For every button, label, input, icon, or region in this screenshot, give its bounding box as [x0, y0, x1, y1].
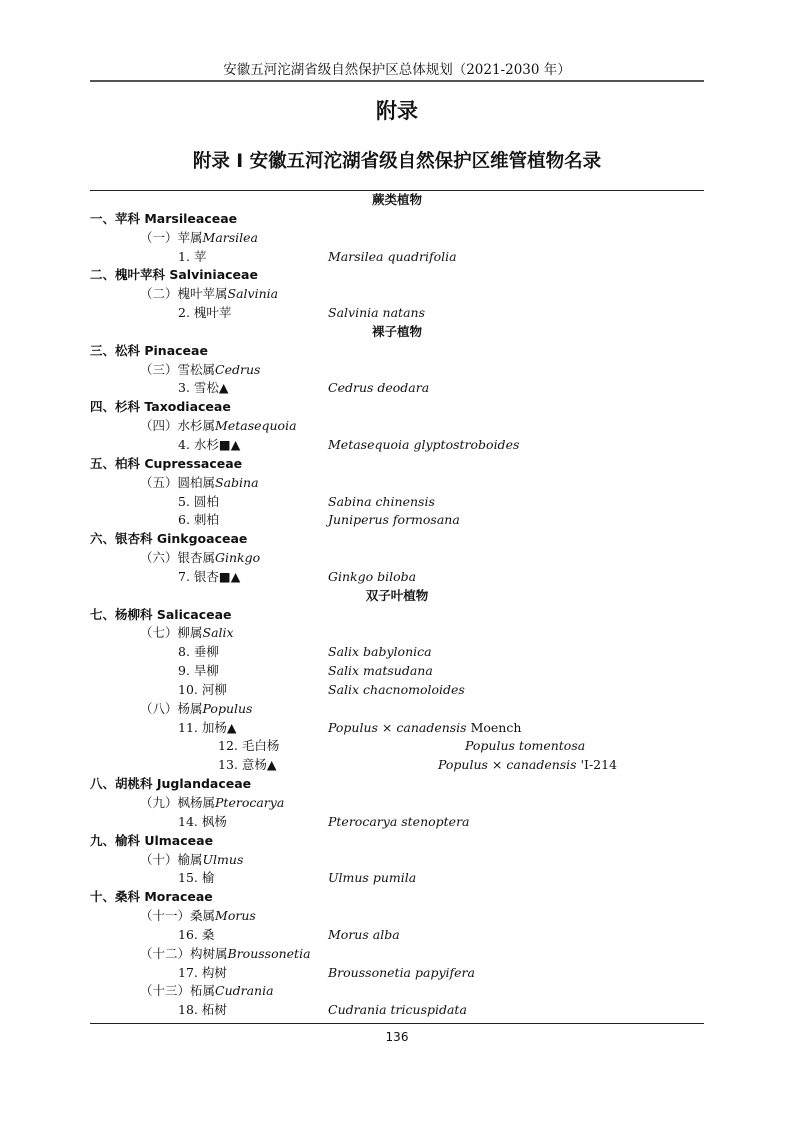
species-binomial: Salix matsudana [328, 663, 433, 679]
section-heading: 蕨类植物 [371, 192, 422, 207]
species-row [0, 643, 794, 662]
family-name: 七、杨柳科 Salicaceae [90, 606, 232, 622]
genus-row [0, 624, 794, 643]
genus-row [0, 229, 794, 248]
species-chinese-name: 5. 圆柏 [178, 493, 219, 509]
species-chinese-name: 6. 刺柏 [178, 512, 219, 528]
genus-row [0, 417, 794, 436]
family-row [0, 342, 794, 361]
species-row [0, 662, 794, 681]
genus-row [0, 851, 794, 870]
species-latin-name [328, 813, 470, 832]
genus-row [0, 700, 794, 719]
species-chinese-name: 9. 旱柳 [178, 663, 219, 679]
species-chinese-name: 13. 意杨▲ [218, 757, 277, 773]
genus-latin-name: Salvinia [227, 286, 279, 302]
genus-name [140, 549, 260, 568]
genus-latin-name: Cedrus [215, 361, 261, 377]
genus-name [140, 907, 256, 926]
family-name: 一、苹科 Marsileaceae [90, 210, 238, 226]
species-authority: Moench [466, 719, 522, 735]
species-chinese-name: 7. 银杏■▲ [178, 568, 241, 584]
genus-name [140, 700, 252, 719]
genus-name [140, 794, 284, 813]
genus-latin-name: Ulmus [202, 851, 244, 867]
species-binomial: Salix chacnomoloides [328, 681, 465, 697]
species-latin-name [328, 436, 519, 455]
species-binomial: Marsilea quadrifolia [328, 248, 457, 264]
page-number: 136 [385, 1030, 409, 1044]
species-chinese-name: 14. 枫杨 [178, 813, 227, 829]
species-row [0, 436, 794, 455]
species-chinese-name: 8. 垂柳 [178, 644, 219, 660]
species-binomial: Populus × canadensis [328, 719, 467, 735]
family-name: 十、桑科 Moraceae [90, 889, 213, 905]
family-name: 八、胡桃科 Juglandaceae [90, 776, 252, 792]
species-latin-name [328, 643, 432, 662]
species-binomial: Salvinia natans [328, 305, 425, 321]
species-row [0, 926, 794, 945]
genus-chinese-name: （十三）柘属 [140, 983, 216, 999]
species-binomial: Populus × canadensis [438, 757, 577, 773]
genus-chinese-name: （七）柳属 [140, 625, 203, 641]
species-row [0, 511, 794, 530]
species-chinese-name: 12. 毛白杨 [218, 738, 280, 754]
species-latin-name [328, 681, 465, 700]
species-row [0, 304, 794, 323]
species-latin-name [328, 869, 416, 888]
species-row [0, 568, 794, 587]
genus-chinese-name: （九）枫杨属 [140, 795, 216, 810]
family-name: 三、松科 Pinaceae [90, 342, 208, 358]
species-row [0, 756, 794, 775]
species-chinese-name: 11. 加杨▲ [178, 719, 237, 735]
genus-row [0, 794, 794, 813]
species-latin-name [328, 1001, 467, 1020]
genus-name [140, 229, 258, 248]
genus-latin-name: Populus [202, 700, 253, 716]
species-chinese-name: 1. 苹 [178, 248, 207, 264]
species-binomial: Ulmus pumila [328, 870, 417, 886]
genus-name [140, 945, 311, 964]
species-row [0, 869, 794, 888]
species-latin-name [438, 756, 617, 775]
species-latin-name [328, 568, 416, 587]
genus-name [140, 851, 243, 870]
family-row [0, 455, 794, 474]
genus-row [0, 982, 794, 1001]
genus-chinese-name: （十）榆属 [140, 851, 203, 867]
family-row [0, 775, 794, 794]
species-row [0, 813, 794, 832]
family-row [0, 832, 794, 851]
species-chinese-name: 15. 榆 [178, 870, 215, 886]
species-binomial: Pterocarya stenoptera [328, 813, 470, 829]
species-row [0, 1001, 794, 1020]
family-name: 四、杉科 Taxodiaceae [90, 399, 231, 415]
species-binomial: Ginkgo biloba [328, 568, 417, 584]
family-name: 九、榆科 Ulmaceae [90, 832, 214, 848]
header-rule [90, 80, 704, 82]
genus-latin-name: Salix [202, 625, 234, 641]
genus-chinese-name: （一）苹属 [140, 229, 203, 245]
genus-chinese-name: （八）杨属 [140, 700, 203, 716]
family-name: 五、柏科 Cupressaceae [90, 455, 243, 471]
species-latin-name [328, 248, 457, 267]
family-row [0, 530, 794, 549]
species-binomial: Cudrania tricuspidata [328, 1002, 467, 1018]
table-bottom-rule [90, 1023, 704, 1024]
species-latin-name [328, 964, 475, 983]
family-name: 六、银杏科 Ginkgoaceae [90, 531, 248, 547]
species-binomial: Juniperus formosana [328, 512, 460, 528]
species-authority: 'I-214 [576, 757, 618, 773]
running-header: 安徽五河沱湖省级自然保护区总体规划（2021-2030 年） [223, 62, 571, 78]
species-latin-name [328, 662, 433, 681]
genus-name [140, 474, 259, 493]
genus-row [0, 285, 794, 304]
genus-row [0, 474, 794, 493]
species-row [0, 379, 794, 398]
species-chinese-name: 17. 构树 [178, 964, 227, 980]
family-row [0, 266, 794, 285]
section-heading-row [0, 587, 794, 606]
family-row [0, 398, 794, 417]
genus-row [0, 945, 794, 964]
species-binomial: Salix babylonica [328, 644, 432, 660]
species-latin-name [328, 926, 400, 945]
species-chinese-name: 18. 柘树 [178, 1002, 227, 1018]
species-chinese-name: 4. 水杉■▲ [178, 436, 241, 452]
genus-name [140, 982, 274, 1001]
species-row [0, 493, 794, 512]
genus-chinese-name: （十一）桑属 [140, 908, 216, 924]
genus-name [140, 417, 297, 436]
species-binomial: Sabina chinensis [328, 493, 435, 509]
genus-name [140, 285, 278, 304]
species-row [0, 737, 794, 756]
section-heading: 双子叶植物 [365, 587, 429, 603]
genus-name [140, 624, 234, 643]
genus-latin-name: Marsilea [202, 229, 259, 245]
genus-chinese-name: （十二）构树属 [140, 945, 228, 961]
species-row [0, 681, 794, 700]
species-chinese-name: 2. 槐叶苹 [178, 305, 232, 321]
species-latin-name [328, 511, 460, 530]
genus-chinese-name: （六）银杏属 [140, 550, 216, 566]
species-binomial: Broussonetia papyifera [328, 964, 475, 980]
family-row [0, 210, 794, 229]
genus-chinese-name: （五）圆柏属 [140, 474, 216, 490]
genus-row [0, 907, 794, 926]
species-latin-name [328, 379, 429, 398]
genus-latin-name: Sabina [215, 474, 259, 490]
genus-latin-name: Pterocarya [215, 795, 285, 810]
genus-latin-name: Broussonetia [227, 945, 311, 961]
species-binomial: Morus alba [328, 926, 400, 942]
species-latin-name [328, 719, 521, 738]
species-latin-name [328, 493, 435, 512]
genus-name [140, 361, 260, 380]
species-latin-name [328, 304, 425, 323]
plant-list [0, 191, 794, 1020]
species-chinese-name: 16. 桑 [178, 926, 215, 942]
family-name: 二、槐叶苹科 Salviniaceae [90, 267, 258, 283]
section-heading-row [0, 323, 794, 342]
genus-row [0, 361, 794, 380]
species-chinese-name: 3. 雪松▲ [178, 380, 229, 396]
genus-chinese-name: （三）雪松属 [140, 361, 216, 377]
section-heading: 裸子植物 [371, 323, 422, 339]
appendix-title: 附录 I 安徽五河沱湖省级自然保护区维管植物名录 [192, 151, 602, 172]
section-heading-row [0, 191, 794, 210]
species-binomial: Metasequoia glyptostroboides [328, 436, 520, 452]
species-chinese-name: 10. 河柳 [178, 681, 227, 697]
genus-latin-name: Cudrania [215, 983, 274, 999]
genus-chinese-name: （二）槐叶苹属 [140, 286, 228, 302]
genus-chinese-name: （四）水杉属 [140, 418, 216, 434]
genus-latin-name: Metasequoia [215, 418, 297, 434]
family-row [0, 606, 794, 625]
species-row [0, 719, 794, 738]
family-row [0, 888, 794, 907]
species-latin-name [465, 737, 585, 756]
genus-latin-name: Morus [215, 908, 256, 924]
species-row [0, 964, 794, 983]
species-binomial: Cedrus deodara [328, 380, 430, 396]
genus-latin-name: Ginkgo [215, 550, 261, 566]
genus-row [0, 549, 794, 568]
species-binomial: Populus tomentosa [465, 738, 586, 754]
page-title: 附录 [376, 99, 418, 123]
species-row [0, 248, 794, 267]
